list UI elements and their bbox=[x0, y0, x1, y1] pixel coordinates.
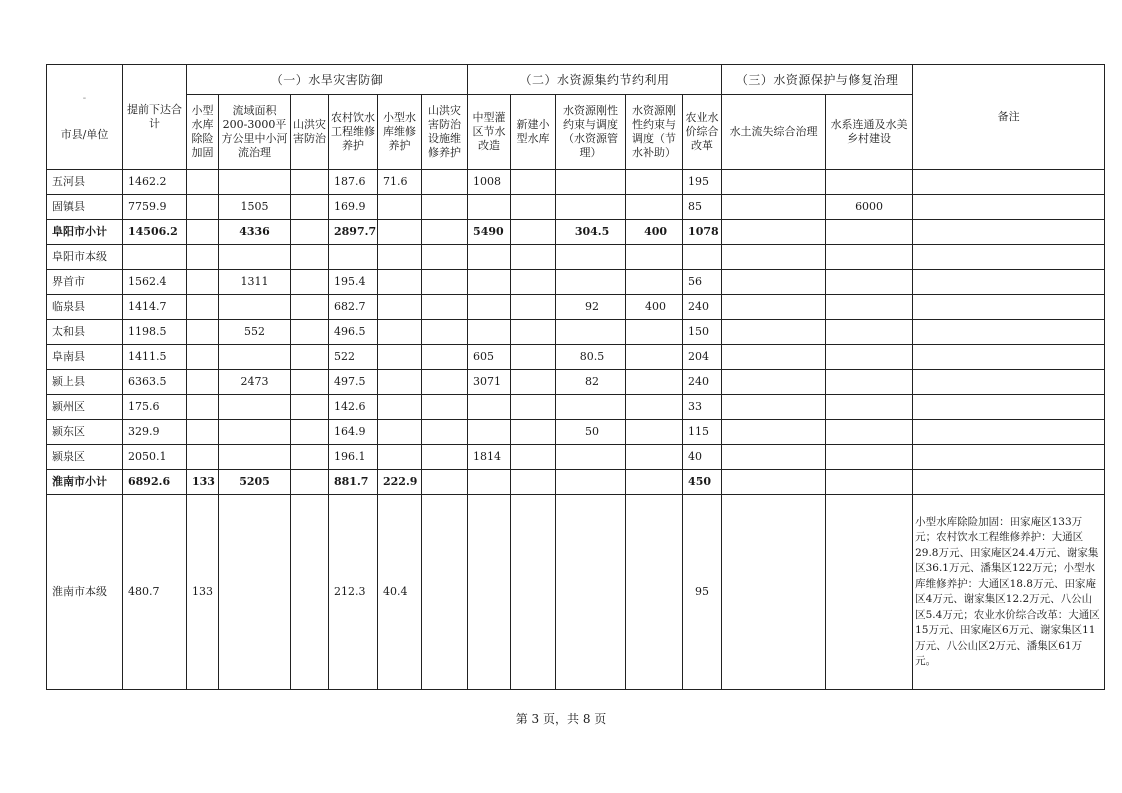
subtotal-row bbox=[47, 470, 1105, 495]
value-cell: 496.5 bbox=[329, 320, 378, 345]
value-cell: 40.4 bbox=[378, 495, 422, 690]
value-cell: 1411.5 bbox=[123, 345, 187, 370]
value-cell: 552 bbox=[219, 320, 291, 345]
table-row bbox=[47, 195, 1105, 220]
value-cell bbox=[722, 370, 826, 395]
table-row bbox=[47, 395, 1105, 420]
value-cell bbox=[378, 245, 422, 270]
header-total: 提前下达合计 bbox=[123, 65, 187, 170]
value-cell: 1505 bbox=[219, 195, 291, 220]
column-header: 水资源刚性约束与调度（水资源管理） bbox=[556, 95, 626, 170]
value-cell bbox=[219, 445, 291, 470]
value-cell bbox=[187, 195, 219, 220]
value-cell bbox=[422, 445, 468, 470]
value-cell bbox=[626, 170, 683, 195]
value-cell bbox=[511, 420, 556, 445]
unit-cell: 颍上县 bbox=[47, 370, 123, 395]
value-cell: 133 bbox=[187, 495, 219, 690]
remark-cell bbox=[913, 345, 1105, 370]
column-header: 新建小型水库 bbox=[511, 95, 556, 170]
value-cell bbox=[826, 370, 913, 395]
value-cell bbox=[291, 220, 329, 245]
value-cell bbox=[219, 245, 291, 270]
value-cell bbox=[187, 395, 219, 420]
value-cell bbox=[422, 495, 468, 690]
value-cell: 212.3 bbox=[329, 495, 378, 690]
value-cell bbox=[378, 395, 422, 420]
unit-label: 市县/单位 bbox=[60, 128, 109, 141]
value-cell: 2897.7 bbox=[329, 220, 378, 245]
value-cell bbox=[683, 245, 722, 270]
allocation-table bbox=[46, 64, 1105, 690]
value-cell bbox=[511, 370, 556, 395]
unit-cell: 淮南市本级 bbox=[47, 495, 123, 690]
value-cell bbox=[219, 495, 291, 690]
value-cell bbox=[422, 345, 468, 370]
value-cell bbox=[826, 495, 913, 690]
remark-cell bbox=[913, 395, 1105, 420]
value-cell bbox=[626, 345, 683, 370]
value-cell bbox=[291, 495, 329, 690]
column-header: 中型灌区节水改造 bbox=[468, 95, 511, 170]
column-header: 流域面积200-3000平方公里中小河流治理 bbox=[219, 95, 291, 170]
value-cell bbox=[626, 420, 683, 445]
value-cell bbox=[511, 395, 556, 420]
value-cell: 240 bbox=[683, 295, 722, 320]
value-cell bbox=[422, 245, 468, 270]
value-cell bbox=[378, 320, 422, 345]
value-cell: 1462.2 bbox=[123, 170, 187, 195]
unit-cell: 阜阳市小计 bbox=[47, 220, 123, 245]
value-cell: 222.9 bbox=[378, 470, 422, 495]
value-cell bbox=[291, 470, 329, 495]
value-cell bbox=[722, 320, 826, 345]
value-cell bbox=[626, 495, 683, 690]
value-cell bbox=[187, 245, 219, 270]
value-cell bbox=[626, 270, 683, 295]
value-cell: 682.7 bbox=[329, 295, 378, 320]
value-cell bbox=[556, 445, 626, 470]
value-cell: 6892.6 bbox=[123, 470, 187, 495]
header-group-disaster-prevention: （一）水旱灾害防御 bbox=[187, 65, 468, 95]
value-cell bbox=[722, 270, 826, 295]
value-cell bbox=[468, 470, 511, 495]
value-cell: 3071 bbox=[468, 370, 511, 395]
value-cell bbox=[291, 345, 329, 370]
value-cell bbox=[468, 495, 511, 690]
value-cell bbox=[511, 320, 556, 345]
value-cell: 1311 bbox=[219, 270, 291, 295]
remark-cell bbox=[913, 320, 1105, 345]
value-cell: 133 bbox=[187, 470, 219, 495]
value-cell bbox=[556, 395, 626, 420]
header-group-water-protection: （三）水资源保护与修复治理 bbox=[722, 65, 913, 95]
value-cell bbox=[722, 470, 826, 495]
unit-cell: 阜阳市本级 bbox=[47, 245, 123, 270]
value-cell bbox=[626, 195, 683, 220]
value-cell: 33 bbox=[683, 395, 722, 420]
value-cell bbox=[722, 395, 826, 420]
column-header: 农村饮水工程维修养护 bbox=[329, 95, 378, 170]
value-cell bbox=[378, 270, 422, 295]
value-cell: 5490 bbox=[468, 220, 511, 245]
value-cell bbox=[378, 445, 422, 470]
value-cell bbox=[722, 345, 826, 370]
unit-cell: 临泉县 bbox=[47, 295, 123, 320]
value-cell bbox=[219, 295, 291, 320]
value-cell bbox=[826, 445, 913, 470]
value-cell bbox=[556, 245, 626, 270]
value-cell bbox=[511, 470, 556, 495]
value-cell bbox=[291, 170, 329, 195]
unit-cell: 五河县 bbox=[47, 170, 123, 195]
value-cell: 2050.1 bbox=[123, 445, 187, 470]
value-cell bbox=[626, 445, 683, 470]
value-cell bbox=[422, 395, 468, 420]
unit-cell: 固镇县 bbox=[47, 195, 123, 220]
value-cell bbox=[187, 345, 219, 370]
value-cell bbox=[291, 295, 329, 320]
value-cell bbox=[826, 220, 913, 245]
value-cell bbox=[626, 320, 683, 345]
column-header: 山洪灾害防治 bbox=[291, 95, 329, 170]
value-cell: 2473 bbox=[219, 370, 291, 395]
value-cell bbox=[422, 420, 468, 445]
value-cell bbox=[826, 245, 913, 270]
value-cell bbox=[511, 295, 556, 320]
subtotal-row bbox=[47, 220, 1105, 245]
value-cell bbox=[291, 395, 329, 420]
value-cell: 240 bbox=[683, 370, 722, 395]
value-cell bbox=[826, 270, 913, 295]
remark-cell bbox=[913, 195, 1105, 220]
header-unit bbox=[47, 65, 123, 170]
remark-cell bbox=[913, 170, 1105, 195]
table-header bbox=[47, 65, 1105, 170]
value-cell bbox=[826, 170, 913, 195]
value-cell: 71.6 bbox=[378, 170, 422, 195]
value-cell bbox=[511, 345, 556, 370]
remark-cell bbox=[913, 420, 1105, 445]
value-cell bbox=[826, 395, 913, 420]
value-cell bbox=[187, 445, 219, 470]
value-cell bbox=[556, 270, 626, 295]
value-cell: 204 bbox=[683, 345, 722, 370]
table-row bbox=[47, 370, 1105, 395]
value-cell bbox=[626, 470, 683, 495]
value-cell: 95 bbox=[683, 495, 722, 690]
page-footer: 第 3 页，共 8 页 bbox=[515, 712, 607, 726]
value-cell: 480.7 bbox=[123, 495, 187, 690]
value-cell bbox=[826, 470, 913, 495]
value-cell: 6363.5 bbox=[123, 370, 187, 395]
value-cell bbox=[556, 470, 626, 495]
table-row bbox=[47, 295, 1105, 320]
value-cell bbox=[422, 195, 468, 220]
value-cell bbox=[219, 345, 291, 370]
unit-cell: 颍泉区 bbox=[47, 445, 123, 470]
value-cell bbox=[556, 495, 626, 690]
value-cell: 50 bbox=[556, 420, 626, 445]
value-cell: 400 bbox=[626, 295, 683, 320]
value-cell bbox=[511, 270, 556, 295]
value-cell bbox=[378, 195, 422, 220]
value-cell bbox=[291, 370, 329, 395]
value-cell bbox=[626, 370, 683, 395]
value-cell bbox=[378, 370, 422, 395]
value-cell bbox=[722, 220, 826, 245]
value-cell: 14506.2 bbox=[123, 220, 187, 245]
value-cell bbox=[291, 195, 329, 220]
value-cell: 195 bbox=[683, 170, 722, 195]
value-cell bbox=[556, 170, 626, 195]
value-cell: 450 bbox=[683, 470, 722, 495]
value-cell: 175.6 bbox=[123, 395, 187, 420]
unit-cell: 淮南市小计 bbox=[47, 470, 123, 495]
remark-cell: 小型水库除险加固：田家庵区133万元；农村饮水工程维修养护：大通区29.8万元、田家庵区24.4万元、谢家集区36.1万元、潘集区122万元；小型水库维修养护：大通区18.8万元、田家庵区4万元、谢家集区12.2万元、八公山区5.4万元；农业水价综合改革：大通区15万元、田家庵区6万元、谢家集区11万元、八公山区2万元、潘集区61万元。 bbox=[913, 495, 1105, 690]
value-cell bbox=[722, 445, 826, 470]
table-body bbox=[47, 170, 1105, 495]
column-header: 小型水库维修养护 bbox=[378, 95, 422, 170]
value-cell bbox=[626, 245, 683, 270]
value-cell bbox=[187, 270, 219, 295]
value-cell: 522 bbox=[329, 345, 378, 370]
value-cell bbox=[187, 370, 219, 395]
value-cell: 92 bbox=[556, 295, 626, 320]
value-cell bbox=[468, 395, 511, 420]
value-cell bbox=[187, 220, 219, 245]
value-cell: 169.9 bbox=[329, 195, 378, 220]
value-cell bbox=[722, 170, 826, 195]
value-cell bbox=[468, 295, 511, 320]
column-header: 水土流失综合治理 bbox=[722, 95, 826, 170]
value-cell: 4336 bbox=[219, 220, 291, 245]
value-cell bbox=[468, 245, 511, 270]
remark-cell bbox=[913, 245, 1105, 270]
value-cell: 1198.5 bbox=[123, 320, 187, 345]
value-cell: 115 bbox=[683, 420, 722, 445]
unit-cell: 阜南县 bbox=[47, 345, 123, 370]
value-cell: 400 bbox=[626, 220, 683, 245]
value-cell bbox=[422, 370, 468, 395]
table-row bbox=[47, 420, 1105, 445]
allocation-table-container bbox=[46, 64, 1105, 690]
unit-cell: 界首市 bbox=[47, 270, 123, 295]
table-row bbox=[47, 170, 1105, 195]
remark-cell bbox=[913, 445, 1105, 470]
value-cell bbox=[626, 395, 683, 420]
value-cell: 881.7 bbox=[329, 470, 378, 495]
unit-cell: 颍州区 bbox=[47, 395, 123, 420]
value-cell bbox=[511, 495, 556, 690]
value-cell bbox=[219, 395, 291, 420]
value-cell bbox=[468, 195, 511, 220]
value-cell: 1008 bbox=[468, 170, 511, 195]
table-row bbox=[47, 445, 1105, 470]
value-cell bbox=[329, 245, 378, 270]
value-cell: 1078 bbox=[683, 220, 722, 245]
value-cell bbox=[722, 295, 826, 320]
table-row bbox=[47, 245, 1105, 270]
value-cell: 56 bbox=[683, 270, 722, 295]
value-cell: 497.5 bbox=[329, 370, 378, 395]
value-cell: 164.9 bbox=[329, 420, 378, 445]
value-cell: 80.5 bbox=[556, 345, 626, 370]
unit-cell: 太和县 bbox=[47, 320, 123, 345]
value-cell bbox=[187, 420, 219, 445]
value-cell bbox=[291, 420, 329, 445]
value-cell bbox=[826, 320, 913, 345]
value-cell bbox=[468, 270, 511, 295]
value-cell bbox=[187, 170, 219, 195]
value-cell: 40 bbox=[683, 445, 722, 470]
column-header: 山洪灾害防治设施维修养护 bbox=[422, 95, 468, 170]
value-cell: 6000 bbox=[826, 195, 913, 220]
value-cell bbox=[468, 420, 511, 445]
value-cell bbox=[511, 445, 556, 470]
remark-cell bbox=[913, 270, 1105, 295]
value-cell bbox=[291, 320, 329, 345]
column-header: 农业水价综合改革 bbox=[683, 95, 722, 170]
value-cell bbox=[291, 445, 329, 470]
value-cell bbox=[826, 420, 913, 445]
header-group-water-conservation: （二）水资源集约节约利用 bbox=[468, 65, 722, 95]
remark-cell bbox=[913, 370, 1105, 395]
value-cell: 7759.9 bbox=[123, 195, 187, 220]
value-cell bbox=[422, 320, 468, 345]
value-cell bbox=[722, 195, 826, 220]
value-cell bbox=[722, 495, 826, 690]
table-row bbox=[47, 320, 1105, 345]
value-cell bbox=[187, 295, 219, 320]
value-cell bbox=[291, 245, 329, 270]
value-cell bbox=[556, 320, 626, 345]
table-body-last bbox=[47, 495, 1105, 690]
value-cell: 196.1 bbox=[329, 445, 378, 470]
value-cell bbox=[556, 195, 626, 220]
value-cell: 195.4 bbox=[329, 270, 378, 295]
table-row bbox=[47, 345, 1105, 370]
unit-cell: 颍东区 bbox=[47, 420, 123, 445]
value-cell bbox=[378, 295, 422, 320]
value-cell bbox=[378, 420, 422, 445]
value-cell bbox=[219, 420, 291, 445]
remark-cell bbox=[913, 295, 1105, 320]
value-cell: 1562.4 bbox=[123, 270, 187, 295]
value-cell bbox=[422, 220, 468, 245]
table-row bbox=[47, 270, 1105, 295]
value-cell bbox=[378, 220, 422, 245]
value-cell bbox=[826, 295, 913, 320]
value-cell: 142.6 bbox=[329, 395, 378, 420]
corner-mark: - bbox=[82, 93, 87, 104]
value-cell: 1414.7 bbox=[123, 295, 187, 320]
value-cell: 85 bbox=[683, 195, 722, 220]
value-cell bbox=[422, 170, 468, 195]
value-cell: 5205 bbox=[219, 470, 291, 495]
value-cell bbox=[422, 295, 468, 320]
value-cell bbox=[511, 245, 556, 270]
column-header: 水系连通及水美乡村建设 bbox=[826, 95, 913, 170]
value-cell bbox=[511, 195, 556, 220]
value-cell bbox=[511, 170, 556, 195]
remark-cell bbox=[913, 220, 1105, 245]
value-cell bbox=[826, 345, 913, 370]
value-cell bbox=[219, 170, 291, 195]
value-cell bbox=[468, 320, 511, 345]
value-cell: 82 bbox=[556, 370, 626, 395]
value-cell: 1814 bbox=[468, 445, 511, 470]
value-cell bbox=[187, 320, 219, 345]
value-cell: 304.5 bbox=[556, 220, 626, 245]
value-cell bbox=[722, 245, 826, 270]
table-row bbox=[47, 495, 1105, 690]
value-cell bbox=[511, 220, 556, 245]
header-remark: 备注 bbox=[913, 65, 1105, 170]
value-cell bbox=[722, 420, 826, 445]
value-cell: 150 bbox=[683, 320, 722, 345]
column-header: 水资源刚性约束与调度（节水补助） bbox=[626, 95, 683, 170]
value-cell: 605 bbox=[468, 345, 511, 370]
remark-cell bbox=[913, 470, 1105, 495]
value-cell bbox=[378, 345, 422, 370]
value-cell bbox=[422, 470, 468, 495]
value-cell bbox=[123, 245, 187, 270]
value-cell: 329.9 bbox=[123, 420, 187, 445]
value-cell: 187.6 bbox=[329, 170, 378, 195]
value-cell bbox=[422, 270, 468, 295]
column-header: 小型水库除险加固 bbox=[187, 95, 219, 170]
value-cell bbox=[291, 270, 329, 295]
